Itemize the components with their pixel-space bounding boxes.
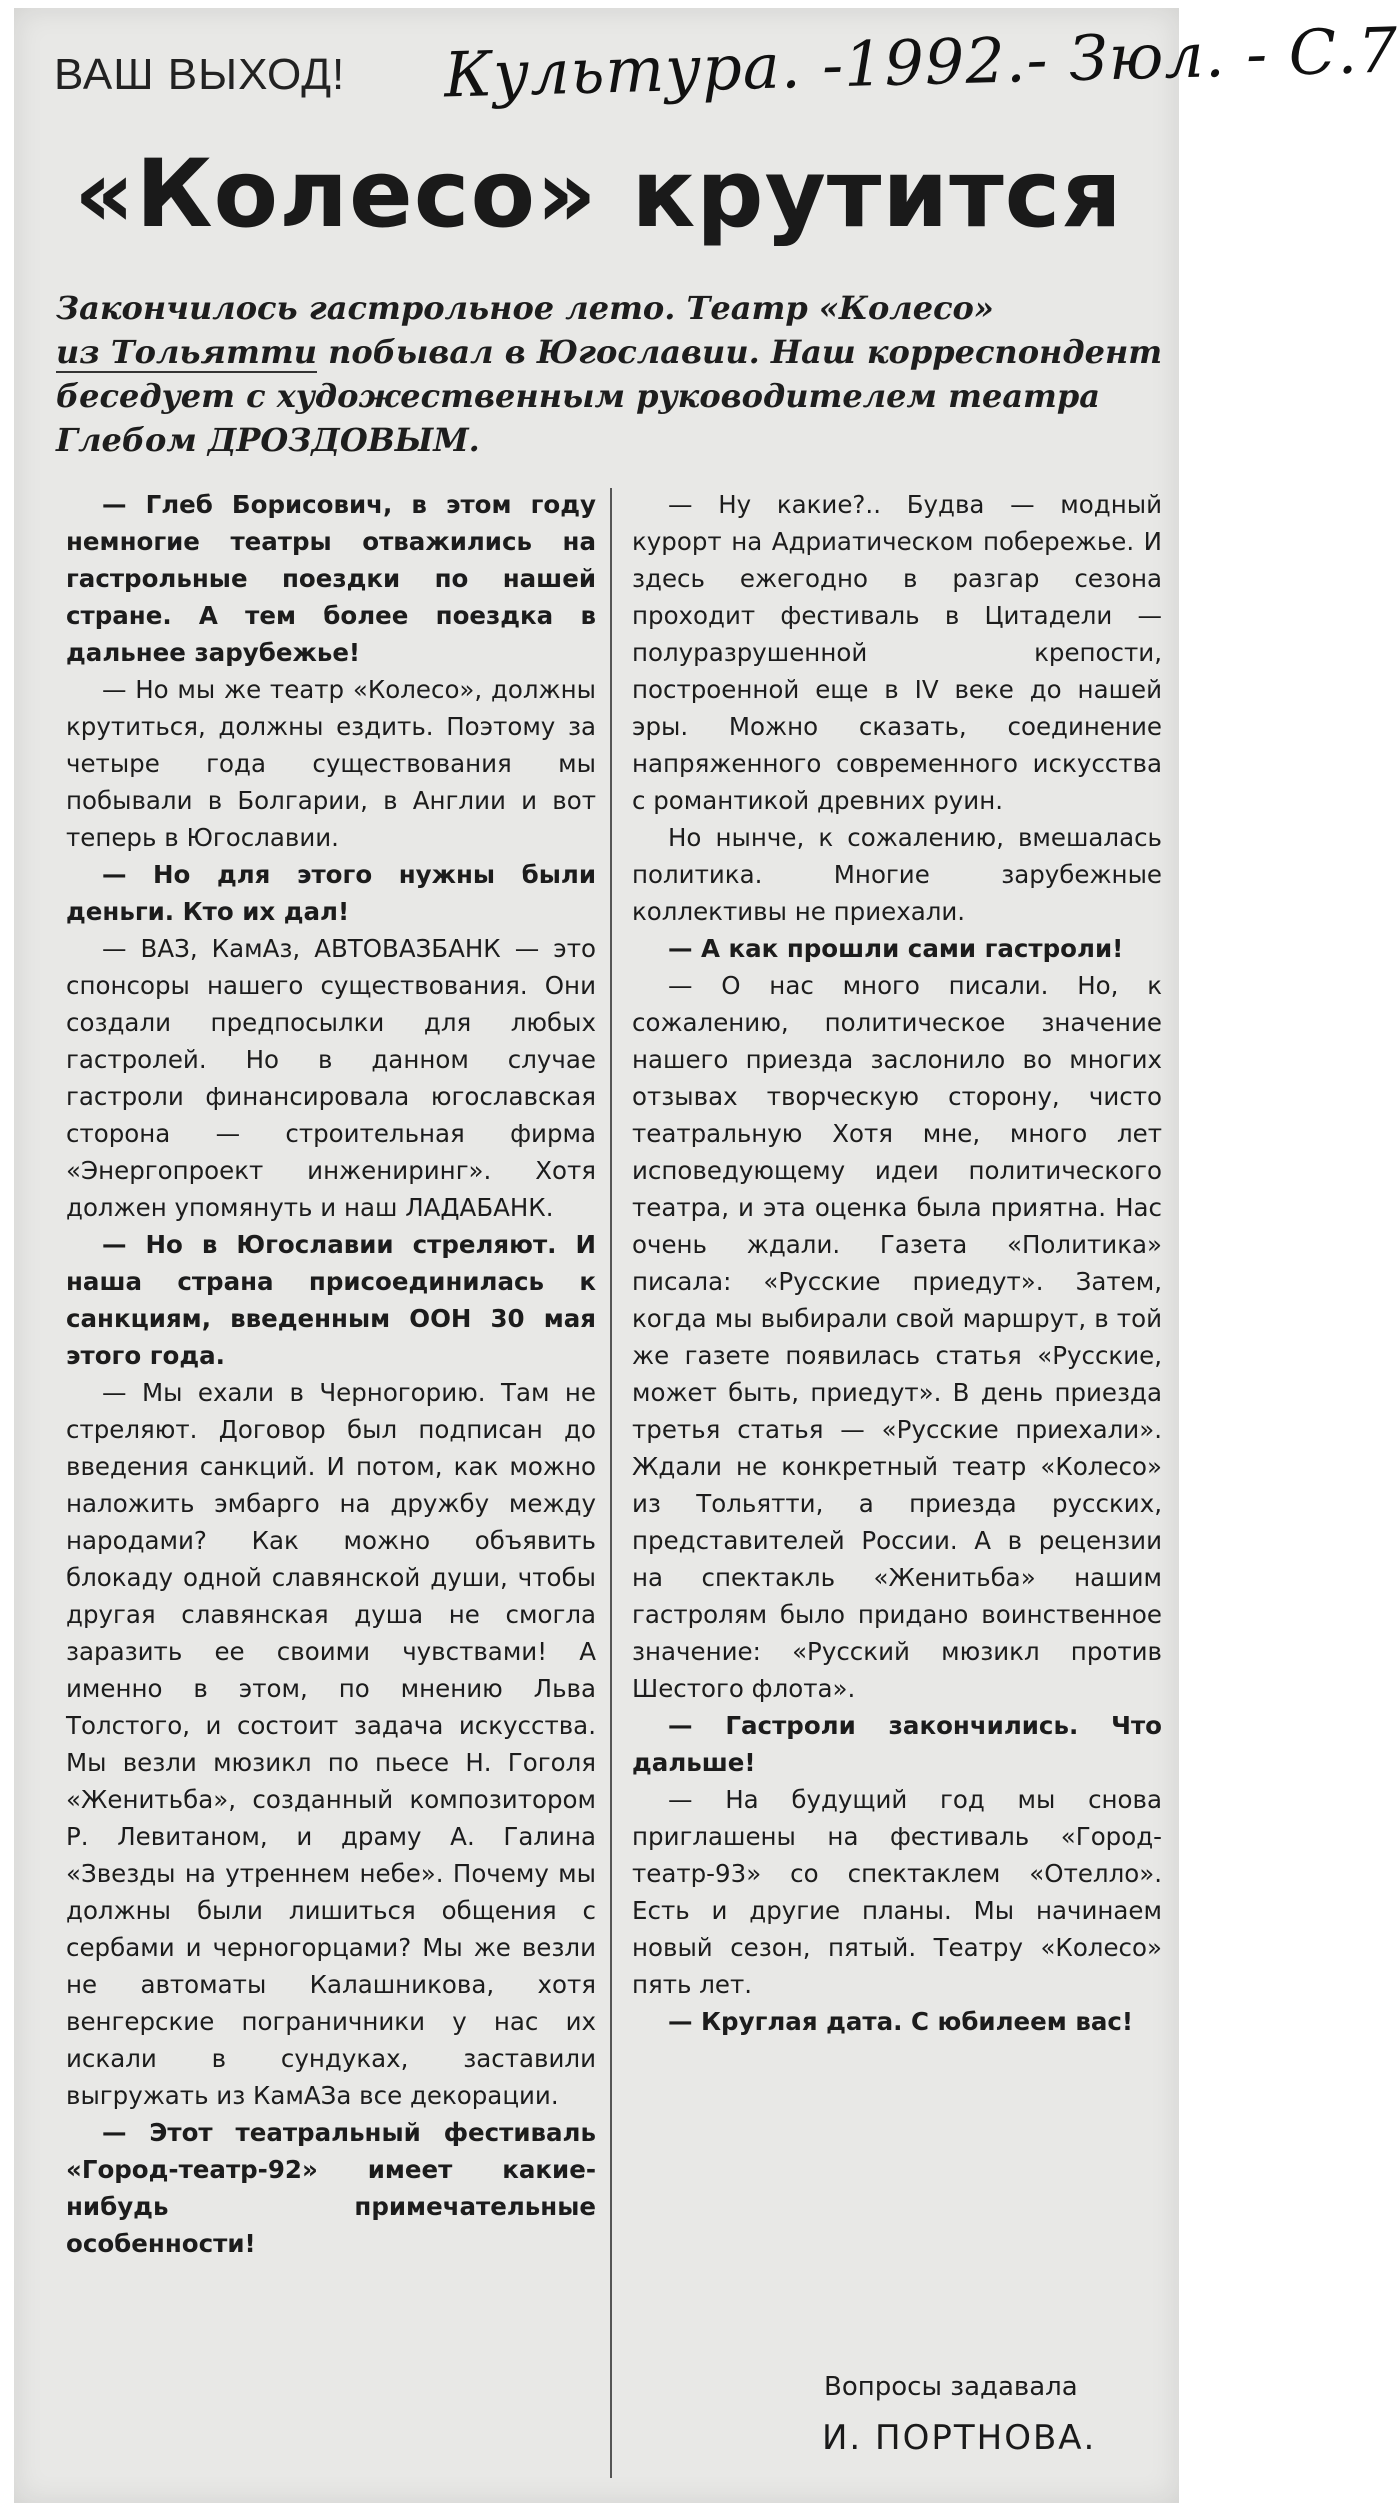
article-lead bbox=[56, 286, 1166, 462]
newspaper-clipping bbox=[14, 8, 1399, 2503]
interview-answer: — На будущий год мы снова приглашены на фестиваль «Город-театр-93» со спектаклем «Отелло». Есть и другие планы. Мы начинаем новый сезон, пятый. Театру «Колесо» пять лет. bbox=[632, 1785, 1162, 1999]
interview-question: — Но для этого нужны были деньги. Кто их дал! bbox=[66, 860, 596, 926]
interview-question: — Этот театральный фестиваль «Город-театр-92» имеет какие-нибудь примечательные особенности! bbox=[66, 2118, 596, 2258]
interview-answer: — Мы ехали в Черногорию. Там не стреляют. Договор был подписан до введения санкций. И потом, как можно наложить эмбарго на дружбу между народами? Как можно объявить блокаду одной славянской души, чтобы другая славянская душа не смогла заразить ее своими чувствами! А именно в этом, по мнению Льва Толстого, и состоит задача искусства. Мы везли мюзикл по пьесе Н. Гоголя «Женитьба», созданный композитором Р. Левитаном, и драму А. Галина «Звезды на утреннем небе». Почему мы должны были лишиться общения с сербами и черногорцами? Мы же везли не автоматы Калашникова, хотя венгерские пограничники у нас их искали в сундуках, заставили выгружать из КамАЗа все декорации. bbox=[66, 1378, 596, 2110]
byline-label: Вопросы задавала bbox=[824, 2372, 1078, 2402]
right-column bbox=[632, 486, 1162, 2040]
interview-answer: — О нас много писали. Но, к сожалению, политическое значение нашего приезда заслонило во многих отзывах творческую сторону, чисто театральную Хотя мне, много лет исповедующему идеи политического театра, и эта оценка была приятна. Нас очень ждали. Газета «Политика» писала: «Русские приедут». Затем, когда мы выбирали свой маршрут, в той же газете появилась статья «Русские, может быть, приедут». В день приезда третья статья — «Русские приехали». Ждали не конкретный театр «Колесо» из Тольятти, а приезда русских, представителей России. А в рецензии на спектакль «Женитьба» нашим гастролям было придано воинственное значение: «Русский мюзикл против Шестого флота». bbox=[632, 971, 1162, 1703]
interview-answer: — Ну какие?.. Будва — модный курорт на Адриатическом побережье. И здесь ежегодно в разгар сезона проходит фестиваль в Цитадели — полуразрушенной крепости, построенной еще в IV веке до нашей эры. Можно сказать, соединение напряженного современного искусства с романтикой древних руин. bbox=[632, 490, 1162, 815]
interview-answer: Но нынче, к сожалению, вмешалась политика. Многие зарубежные коллективы не приехали. bbox=[632, 823, 1162, 926]
byline-author: И. ПОРТНОВА. bbox=[822, 2418, 1097, 2458]
lead-underlined-text: из Тольятти bbox=[56, 333, 317, 371]
article-headline: «Колесо» крутится bbox=[74, 140, 1123, 249]
interview-question: — Глеб Борисович, в этом году немногие театры отважились на гастрольные поездки по нашей стране. А тем более поездка в дальнее зарубежье! bbox=[66, 490, 596, 667]
lead-text-start: Закончилось гастрольное лето. Театр «Колесо» bbox=[56, 289, 994, 327]
interview-answer: — Но мы же театр «Колесо», должны крутиться, должны ездить. Поэтому за четыре года существования мы побывали в Болгарии, в Англии и вот теперь в Югославии. bbox=[66, 675, 596, 852]
interview-question: — Гастроли закончились. Что дальше! bbox=[632, 1711, 1162, 1777]
interview-answer: — ВАЗ, КамАз, АВТОВАЗБАНК — это спонсоры нашего существования. Они создали предпосылки для любых гастролей. Но в данном случае гастроли финансировала югославская сторона — строительная фирма «Энергопроект инжениринг». Хотя должен упомянуть и наш ЛАДАБАНК. bbox=[66, 934, 596, 1222]
interview-question: — Круглая дата. С юбилеем вас! bbox=[668, 2007, 1134, 2036]
interview-question: — Но в Югославии стреляют. И наша страна присоединилась к санкциям, введенным ООН 30 мая этого года. bbox=[66, 1230, 596, 1370]
left-column bbox=[66, 486, 596, 2262]
rubric-label: ВАШ ВЫХОД! bbox=[54, 50, 346, 99]
column-divider bbox=[610, 488, 612, 2478]
handwritten-source-note: Культура. -1992.- Зюл. - С.7 bbox=[443, 13, 1399, 112]
lead-text-end: побывал в Югославии. Наш корреспондент беседует с художественным руководителем театра Глебом ДРОЗДОВЫМ. bbox=[56, 333, 1163, 459]
interview-question: — А как прошли сами гастроли! bbox=[668, 934, 1124, 963]
